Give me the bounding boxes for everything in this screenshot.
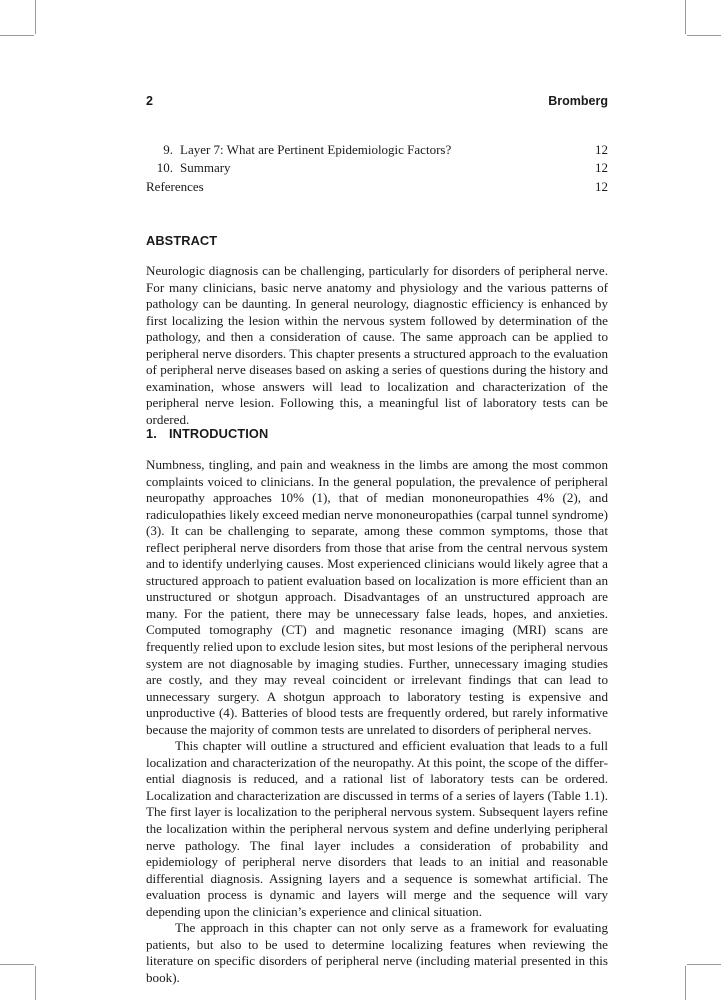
toc-entry-title: Summary — [180, 160, 231, 176]
abstract-heading: ABSTRACT — [146, 233, 218, 248]
crop-mark-top-left-h — [0, 35, 34, 36]
crop-mark-bottom-left-h — [0, 964, 34, 965]
crop-mark-bottom-left — [35, 966, 36, 1000]
toc-entry — [146, 141, 608, 159]
toc-entry-number: 10. — [156, 160, 173, 176]
section-title: INTRODUCTION — [169, 426, 269, 441]
introduction-paragraph: Numbness, tingling, and pain and weakness in the limbs are among the most common complaints voiced to clinicians. In the general population, the prevalence of peripheral neuropathy approaches 10% (1), that of median mononeuropathies 4% (2), and radiculopathies likely exceed median nerve mononeuropathies (carpal tunnel syndrome) (3). It can be challenging to separate, among these common symptoms, those that reflect peripheral nerve disorders from those that arise from the central nervous system and to identify underlying causes. Most experienced clinicians would likely agree that a structured approach to patient evaluation based on localization is more efficient than an unstructured or shotgun approach. Disadvantages of an unstructured approach are many. For the patient, there may be unnecessary false leads, hopes, and anxieties. Computed tomography (CT) and magnetic resonance imaging (MRI) scans are frequently relied upon to exclude lesion sites, but most lesions of the peripheral nervous system are not diagnosable by imaging studies. Further, unnecessary imaging studies are costly, and they may reveal coincident or irrelevant findings that can lead to unnecessary surgery. A shotgun approach to laboratory testing is expensive and unproductive (4). Batteries of blood tests are frequently ordered, but rarely informative because the majority of common tests are unrelated to disorders of peripheral nerves. — [146, 457, 608, 737]
section-number: 1. — [146, 426, 157, 441]
introduction-paragraph: The approach in this chapter can not only serve as a framework for evaluating patients, but also to be used to determine localizing features when reviewing the literature on specific disorders of peripheral nerve (including material presented in this book). — [146, 920, 608, 985]
abstract-body — [146, 263, 608, 428]
running-head: Bromberg — [548, 94, 608, 108]
toc-entry-number: 9. — [163, 142, 173, 157]
toc-entry — [146, 159, 608, 177]
crop-mark-top-right — [685, 0, 686, 34]
introduction-paragraph: This chapter will outline a structured and efficient evaluation that leads to a full localization and characterization of the neuropathy. At this point, the scope of the differential diagnosis is reduced, and a rational list of laboratory tests can be ordered. Localization and characterization are discussed in terms of a series of layers (Table 1.1). The first layer is localization to the peripheral nervous system. Subsequent layers refine the localization within the peripheral nervous system and define underlying peripheral nerve pathology. The final layer includes a consideration of probability and epidemiology of peripheral nerve disorders that leads to an initial and reasonable differential diagnosis. Assigning layers and a sequence is somewhat artificial. The evaluation process is dynamic and layers will merge and the sequence will vary depending upon the clinician’s experience and clinical situation. — [146, 738, 608, 919]
introduction-body — [146, 457, 608, 987]
toc-entry-title: References — [146, 178, 204, 194]
toc-entry-page: 12 — [595, 142, 608, 157]
crop-mark-bottom-right-h — [687, 964, 721, 965]
crop-mark-top-right-h — [687, 35, 721, 36]
crop-mark-bottom-right — [685, 966, 686, 1000]
toc-entry-title: Layer 7: What are Pertinent Epidemiologic Factors? — [180, 142, 452, 157]
page-number: 2 — [146, 94, 153, 108]
table-of-contents — [146, 141, 608, 196]
toc-entry-page: 12 — [595, 160, 608, 176]
toc-entry — [146, 178, 608, 196]
crop-mark-top-left — [35, 0, 36, 34]
introduction-heading — [146, 426, 268, 441]
toc-entry-page: 12 — [595, 178, 608, 194]
abstract-paragraph: Neurologic diagnosis can be challenging, particularly for disorders of peripheral nerve. For many clinicians, basic nerve anatomy and physiology and the various patterns of pathology can be daunting. In general neurology, diagnostic efficiency is enhanced by first localizing the lesion within the nervous system followed by determination of the pathology, and then a consideration of cause. The same approach can be applied to peripheral nerve disorders. This chapter presents a structured approach to the evaluation of peripheral nerve diseases based on asking a series of questions during the history and examination, whose answers will lead to localization and characterization of the peripheral nerve lesion. Following this, a meaningful list of laboratory tests can be ordered. — [146, 263, 608, 427]
